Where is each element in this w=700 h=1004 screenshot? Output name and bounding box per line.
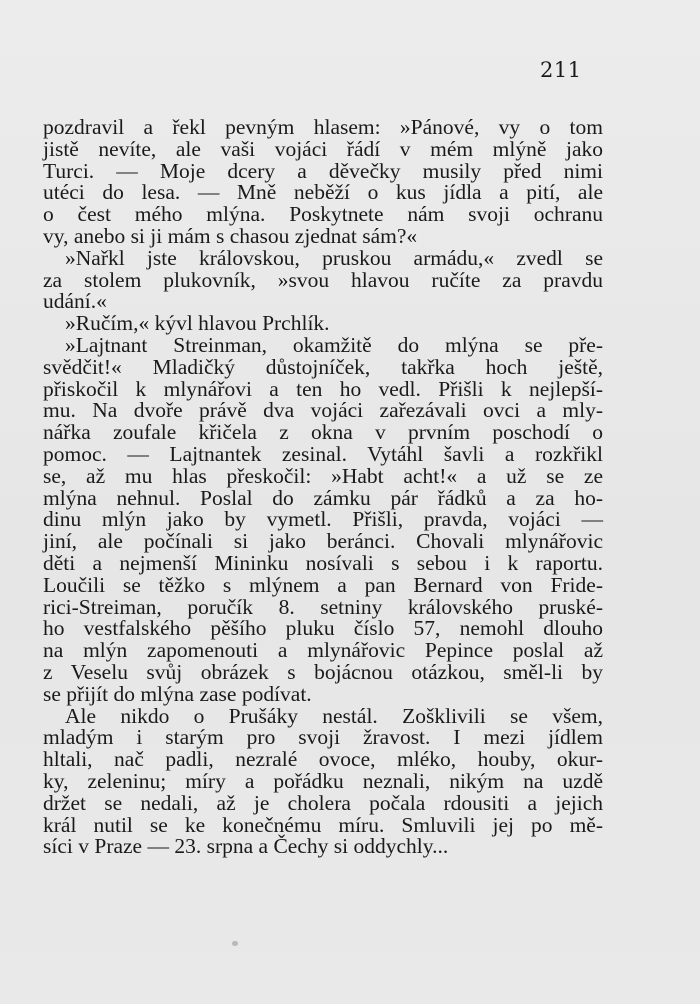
text-line: přiskočil k mlynářovi a ten ho vedl. Přišli k nejlepší- xyxy=(43,376,603,401)
body-text xyxy=(43,117,603,858)
text-line: nářka zoufale křičela z okna v prvním poschodí o xyxy=(43,420,603,445)
text-line: pozdravil a řekl pevným hlasem: »Pánové, vy o tom xyxy=(43,115,603,139)
text-line: držet se nedali, až je cholera počala rdousiti a jejich xyxy=(43,790,603,815)
text-line: pomoc. — Lajtnantek zesinal. Vytáhl šavli a rozkřikl xyxy=(43,441,603,466)
text-line: Loučili se těžko s mlýnem a pan Bernard von Fride- xyxy=(43,572,603,597)
text-line: dinu mlýn jako by vymetl. Přišli, pravda, vojáci — xyxy=(43,507,603,532)
text-line: hltali, nač padli, nezralé ovoce, mléko, houby, okur- xyxy=(43,747,603,772)
text-line: »Nařkl jste královskou, pruskou armádu,« zvedl se xyxy=(65,245,603,270)
text-line: Ale nikdo o Prušáky nestál. Zošklivili se všem, xyxy=(65,703,603,728)
text-line: jiní, ale počínali si jako beránci. Chovali mlynářovic xyxy=(43,529,603,554)
text-line: utéci do lesa. — Mně neběží o kus jídla a pití, ale xyxy=(43,180,603,205)
text-line: »Lajtnant Streinman, okamžitě do mlýna se pře- xyxy=(65,332,603,357)
text-line: jistě nevíte, ale vaši vojáci řádí v mém mlýně jako xyxy=(43,136,603,161)
text-line: svědčit!« Mladičký důstojníček, takřka hoch ještě, xyxy=(43,354,603,379)
text-line: vy, anebo si ji mám s chasou zjednat sám?« xyxy=(43,223,418,248)
text-line: děti a nejmenší Mininku nosívali s sebou i k raportu. xyxy=(43,550,603,575)
text-line: mlýna nehnul. Poslal do zámku pár řádků a za ho- xyxy=(43,485,603,510)
text-line: se přijít do mlýna zase podívat. xyxy=(43,681,312,706)
text-line: ho vestfalského pěšího pluku číslo 57, nemohl dlouho xyxy=(43,616,603,641)
text-line: udání.« xyxy=(43,289,107,314)
text-line: na mlýn zapomenouti a mlynářovic Pepince poslal až xyxy=(43,638,603,663)
page-number: 211 xyxy=(540,58,582,82)
text-line: mladým i starým pro svoji žravost. I mezi jídlem xyxy=(43,725,603,750)
text-line: rici-Streiman, poručík 8. setniny královského pruské- xyxy=(43,594,603,619)
text-line: z Veselu svůj obrázek s bojácnou otázkou, směl-li by xyxy=(43,659,603,684)
text-line: ky, zeleninu; míry a pořádku neznali, nikým na uzdě xyxy=(43,768,603,793)
text-line: Turci. — Moje dcery a děvečky musily před nimi xyxy=(43,158,603,183)
text-line: síci v Praze — 23. srpna a Čechy si oddychly... xyxy=(43,834,449,859)
text-line: za stolem plukovník, »svou hlavou ručíte za pravdu xyxy=(43,267,603,292)
text-line: mu. Na dvoře právě dva vojáci zařezávali ovci a mly- xyxy=(43,398,603,423)
paper-speck xyxy=(232,941,238,946)
text-line: »Ručím,« kývl hlavou Prchlík. xyxy=(65,311,330,336)
text-line: se, až mu hlas přeskočil: »Habt acht!« a už se ze xyxy=(43,463,603,488)
text-line: o čest mého mlýna. Poskytnete nám svoji ochranu xyxy=(43,202,603,227)
text-line: král nutil se ke konečnému míru. Smluvili jej po mě- xyxy=(43,812,603,837)
